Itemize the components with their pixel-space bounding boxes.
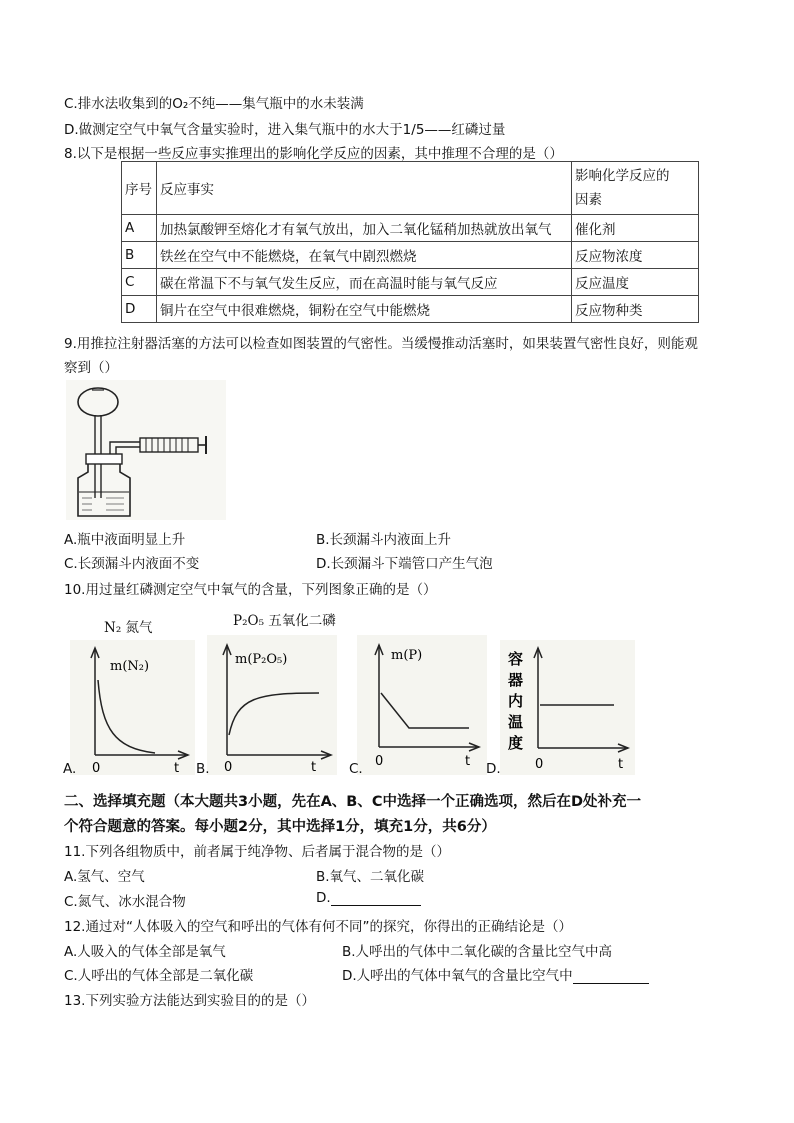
graph-d-origin: 0 — [535, 757, 544, 772]
q12-answer-blank[interactable] — [573, 969, 649, 984]
q11-answer-blank[interactable] — [331, 891, 421, 906]
question-10: 10.用过量红磷测定空气中氧气的含量，下列图象正确的是（） — [64, 582, 437, 598]
q9-option-c: C.长颈漏斗内液面不变 — [64, 556, 200, 572]
header-cell-fact: 反应事实 — [157, 162, 572, 215]
graph-a-option: A. — [63, 761, 77, 777]
table-cell: 反应物浓度 — [572, 242, 699, 269]
q9-option-d: D.长颈漏斗下端管口产生气泡 — [316, 556, 493, 572]
graph-c-origin: 0 — [375, 754, 384, 769]
airtightness-apparatus-figure — [66, 380, 226, 520]
graph-b-caption: P₂O₅ 五氧化二磷 — [233, 613, 336, 629]
header-cell-number: 序号 — [122, 162, 157, 215]
q12-option-a: A.人吸入的气体全部是氧气 — [64, 944, 226, 960]
q9-option-b: B.长颈漏斗内液面上升 — [316, 532, 452, 548]
graph-b-ylabel: m(P₂O₅) — [235, 652, 288, 667]
question-9-line2: 察到（） — [64, 360, 118, 376]
table-cell: 反应温度 — [572, 269, 699, 296]
question-13: 13.下列实验方法能达到实验目的的是（） — [64, 993, 315, 1009]
table-cell: 催化剂 — [572, 215, 699, 242]
q12-option-d-label: D.人呼出的气体中氧气的含量比空气中 — [342, 968, 573, 984]
q11-option-a: A.氢气、空气 — [64, 869, 145, 885]
graph-a — [70, 640, 195, 775]
q9-option-a: A.瓶中液面明显上升 — [64, 532, 186, 548]
table-cell: A — [122, 215, 157, 242]
header-cell-factor — [572, 162, 699, 215]
table-cell: D — [122, 296, 157, 323]
reaction-facts-table — [121, 161, 699, 323]
table-cell: C — [122, 269, 157, 296]
q11-option-c: C.氮气、冰水混合物 — [64, 894, 186, 910]
q11-option-d — [316, 890, 421, 906]
table-cell: 碳在常温下不与氧气发生反应，而在高温时能与氧气反应 — [157, 269, 572, 296]
graph-d-option: D. — [486, 761, 501, 777]
graph-a-origin: 0 — [92, 761, 101, 775]
graph-b — [207, 635, 337, 775]
graph-d-ylabel-char: 温 — [508, 713, 524, 731]
graph-a-xlabel: t — [174, 761, 180, 775]
graph-c-option: C. — [349, 761, 363, 777]
graph-c-ylabel: m(P) — [391, 648, 423, 663]
header-factor-line2: 因素 — [575, 192, 602, 208]
graph-c — [357, 635, 487, 775]
option-c-prev: C.排水法收集到的O₂不纯——集气瓶中的水未装满 — [64, 96, 364, 112]
question-9-line1: 9.用推拉注射器活塞的方法可以检查如图装置的气密性。当缓慢推动活塞时，如果装置气密性良好，则能观 — [64, 336, 698, 352]
section-2-heading-cont: 个符合题意的答案。每小题2分，其中选择1分，填充1分，共6分） — [64, 819, 496, 835]
graph-c-xlabel: t — [465, 754, 471, 769]
table-cell: 加热氯酸钾至熔化才有氧气放出，加入二氧化锰稍加热就放出氧气 — [157, 215, 572, 242]
table-row — [122, 269, 699, 296]
table-header-row — [122, 162, 699, 215]
graph-d-ylabel-char: 容 — [508, 650, 524, 668]
graph-d-ylabel-char: 器 — [508, 671, 524, 689]
option-d-prev: D.做测定空气中氧气含量实验时，进入集气瓶中的水大于1/5——红磷过量 — [64, 122, 506, 138]
table-cell: 铁丝在空气中不能燃烧，在氧气中剧烈燃烧 — [157, 242, 572, 269]
table-cell: 反应物种类 — [572, 296, 699, 323]
graph-a-ylabel: m(N₂) — [110, 659, 150, 674]
table-row — [122, 242, 699, 269]
graph-a-caption: N₂ 氮气 — [104, 620, 153, 636]
section-2-heading: 二、选择填充题（本大题共3小题，先在A、B、C中选择一个正确选项，然后在D处补充一 — [64, 794, 642, 810]
graph-d-ylabel-char: 度 — [508, 734, 524, 752]
graph-b-option: B. — [196, 761, 210, 777]
header-factor-line1: 影响化学反应的 — [575, 168, 670, 184]
q12-option-b: B.人呼出的气体中二氧化碳的含量比空气中高 — [342, 944, 613, 960]
graph-d — [500, 640, 635, 775]
question-11: 11.下列各组物质中，前者属于纯净物、后者属于混合物的是（） — [64, 844, 450, 860]
table-cell: B — [122, 242, 157, 269]
q11-option-d-label: D. — [316, 890, 331, 906]
q12-option-d — [342, 964, 649, 984]
question-12: 12.通过对“人体吸入的空气和呼出的气体有何不同”的探究，你得出的正确结论是（） — [64, 919, 572, 935]
graph-d-ylabel-char: 内 — [508, 692, 524, 710]
graph-b-origin: 0 — [224, 760, 233, 775]
table-row — [122, 215, 699, 242]
graph-b-xlabel: t — [311, 760, 317, 775]
q12-option-c: C.人呼出的气体全部是二氧化碳 — [64, 968, 254, 984]
question-8: 8.以下是根据一些反应事实推理出的影响化学反应的因素，其中推理不合理的是（） — [64, 146, 563, 162]
table-cell: 铜片在空气中很难燃烧，铜粉在空气中能燃烧 — [157, 296, 572, 323]
graph-d-xlabel: t — [618, 757, 624, 772]
q11-option-b: B.氧气、二氧化碳 — [316, 869, 425, 885]
table-row — [122, 296, 699, 323]
